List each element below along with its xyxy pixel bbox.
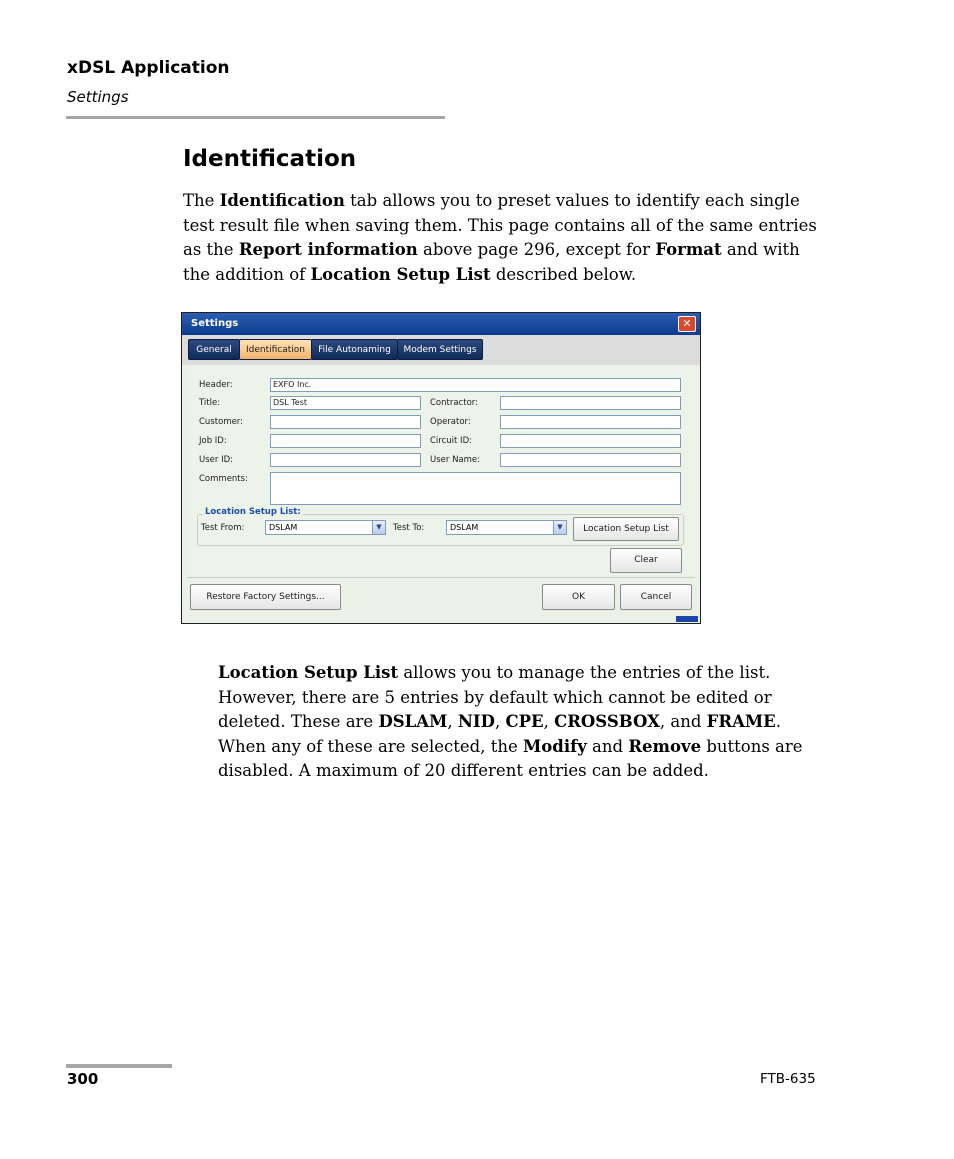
tab-file-autonaming[interactable]: File Autonaming xyxy=(311,339,398,360)
chevron-down-icon[interactable]: ▼ xyxy=(553,521,566,534)
location-setup-list-button[interactable]: Location Setup List xyxy=(573,517,679,541)
settings-dialog xyxy=(181,312,701,624)
comments-label: Comments: xyxy=(199,474,248,484)
header-rule xyxy=(66,116,445,119)
identification-panel xyxy=(187,365,695,575)
user-name-field[interactable] xyxy=(500,453,681,467)
close-icon[interactable]: ✕ xyxy=(678,316,696,332)
section-title: Identification xyxy=(183,146,357,172)
circuit-id-label: Circuit ID: xyxy=(430,436,472,446)
job-id-field[interactable] xyxy=(270,434,421,448)
customer-field[interactable] xyxy=(270,415,421,429)
contractor-label: Contractor: xyxy=(430,398,478,408)
tab-general[interactable]: General xyxy=(188,339,240,360)
button-row-separator xyxy=(187,577,695,578)
intro-paragraph: The Identification tab allows you to preset values to identify each single test result file when saving them. This page contains all of the same entries as the Report information above page 296, except for Format and with the addition of Location Setup List described below. xyxy=(183,191,817,284)
chevron-down-icon[interactable]: ▼ xyxy=(372,521,385,534)
dialog-title: Settings xyxy=(191,318,239,329)
location-setup-group-title: Location Setup List: xyxy=(205,507,301,517)
title-field[interactable]: DSL Test xyxy=(270,396,421,410)
clear-button[interactable]: Clear xyxy=(610,548,682,573)
tab-modem-settings[interactable]: Modem Settings xyxy=(397,339,483,360)
tab-bar xyxy=(182,335,700,365)
header-field[interactable]: EXFO Inc. xyxy=(270,378,681,392)
location-setup-paragraph: Location Setup List allows you to manage the entries of the list. However, there are 5 entries by default which cannot be edited or deleted. These are DSLAM, NID, CPE, CROSSBOX, and FRAME. When any of these are selected, the Modify and Remove buttons are disabled. A maximum of 20 different entries can be added. xyxy=(218,663,803,780)
dialog-titlebar xyxy=(182,313,700,335)
user-id-field[interactable] xyxy=(270,453,421,467)
page-number: 300 xyxy=(67,1070,99,1088)
document-code: FTB-635 xyxy=(760,1071,816,1087)
footer-rule xyxy=(66,1064,172,1068)
test-to-select[interactable]: DSLAM ▼ xyxy=(446,520,567,535)
comments-field[interactable] xyxy=(270,472,681,505)
tab-identification[interactable]: Identification xyxy=(239,339,312,360)
contractor-field[interactable] xyxy=(500,396,681,410)
status-indicator xyxy=(676,616,698,622)
user-id-label: User ID: xyxy=(199,455,233,465)
cancel-button[interactable]: Cancel xyxy=(620,584,692,610)
test-to-label: Test To: xyxy=(393,523,425,533)
operator-label: Operator: xyxy=(430,417,471,427)
test-from-label: Test From: xyxy=(201,523,245,533)
test-from-select[interactable]: DSLAM ▼ xyxy=(265,520,386,535)
title-label: Title: xyxy=(199,398,221,408)
operator-field[interactable] xyxy=(500,415,681,429)
user-name-label: User Name: xyxy=(430,455,481,465)
job-id-label: Job ID: xyxy=(199,436,227,446)
ok-button[interactable]: OK xyxy=(542,584,615,610)
customer-label: Customer: xyxy=(199,417,244,427)
restore-factory-settings-button[interactable]: Restore Factory Settings... xyxy=(190,584,341,610)
circuit-id-field[interactable] xyxy=(500,434,681,448)
header-label: Header: xyxy=(199,380,233,390)
running-header-chapter: xDSL Application xyxy=(67,58,230,78)
running-header-section: Settings xyxy=(67,88,129,106)
